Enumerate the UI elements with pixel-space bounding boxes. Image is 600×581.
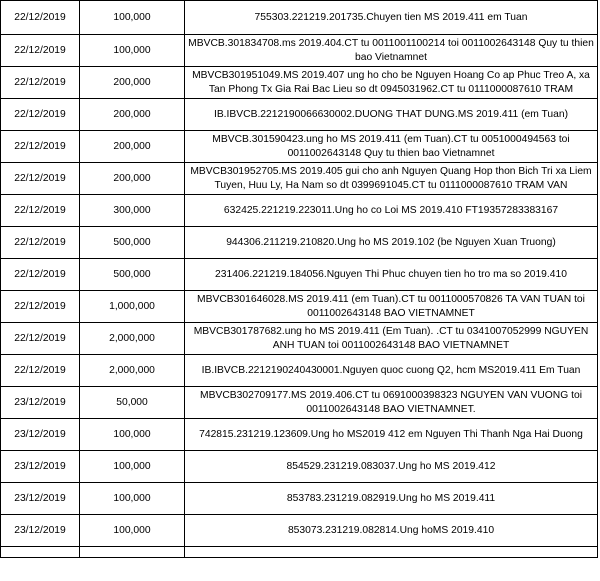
description-cell: 853073.231219.082814.Ung hoMS 2019.410 (185, 515, 598, 547)
table-row (1, 291, 598, 323)
description-cell: 755303.221219.201735.Chuyen tien MS 2019.411 em Tuan (185, 1, 598, 35)
table-row (1, 35, 598, 67)
amount-cell: 200,000 (80, 67, 185, 99)
amount-cell: 500,000 (80, 227, 185, 259)
amount-cell: 200,000 (80, 131, 185, 163)
amount-cell (80, 547, 185, 558)
amount-cell: 100,000 (80, 515, 185, 547)
table-row (1, 259, 598, 291)
description-cell (185, 547, 598, 558)
table-row (1, 515, 598, 547)
amount-cell: 50,000 (80, 387, 185, 419)
description-cell: 231406.221219.184056.Nguyen Thi Phuc chuyen tien ho tro ma so 2019.410 (185, 259, 598, 291)
date-cell: 22/12/2019 (1, 195, 80, 227)
description-cell: 853783.231219.082919.Ung ho MS 2019.411 (185, 483, 598, 515)
table-row (1, 131, 598, 163)
table-row (1, 1, 598, 35)
date-cell (1, 547, 80, 558)
amount-cell: 500,000 (80, 259, 185, 291)
date-cell: 23/12/2019 (1, 515, 80, 547)
date-cell: 22/12/2019 (1, 323, 80, 355)
date-cell: 23/12/2019 (1, 451, 80, 483)
table-row (1, 451, 598, 483)
description-cell: MBVCB.301834708.ms 2019.404.CT tu 0011001100214 toi 0011002643148 Quy tu thien bao Vietnamnet (185, 35, 598, 67)
amount-cell: 100,000 (80, 451, 185, 483)
date-cell: 22/12/2019 (1, 131, 80, 163)
date-cell: 22/12/2019 (1, 163, 80, 195)
description-cell: 944306.211219.210820.Ung ho MS 2019.102 (be Nguyen Xuan Truong) (185, 227, 598, 259)
date-cell: 23/12/2019 (1, 387, 80, 419)
table-row (1, 355, 598, 387)
date-cell: 22/12/2019 (1, 259, 80, 291)
amount-cell: 100,000 (80, 419, 185, 451)
description-cell: MBVCB301952705.MS 2019.405 gui cho anh Nguyen Quang Hop thon Bich Tri xa Liem Tuyen, Huu Ly, Ha Nam so dt 0399691045.CT tu 0111000087610 TRAM VAN (185, 163, 598, 195)
table-row (1, 419, 598, 451)
description-cell: IB.IBVCB.2212190066630002.DUONG THAT DUNG.MS 2019.411 (em Tuan) (185, 99, 598, 131)
date-cell: 22/12/2019 (1, 99, 80, 131)
description-cell: MBVCB301646028.MS 2019.411 (em Tuan).CT tu 0011000570826 TA VAN TUAN toi 0011002643148 BAO VIETNAMNET (185, 291, 598, 323)
date-cell: 22/12/2019 (1, 67, 80, 99)
date-cell: 23/12/2019 (1, 483, 80, 515)
amount-cell: 300,000 (80, 195, 185, 227)
description-cell: 632425.221219.223011.Ung ho co Loi MS 2019.410 FT19357283383167 (185, 195, 598, 227)
description-cell: MBVCB301787682.ung ho MS 2019.411 (Em Tuan). .CT tu 0341007052999 NGUYEN ANH TUAN toi 0011002643148 BAO VIETNAMNET (185, 323, 598, 355)
amount-cell: 200,000 (80, 99, 185, 131)
table-row (1, 67, 598, 99)
date-cell: 23/12/2019 (1, 419, 80, 451)
amount-cell: 2,000,000 (80, 355, 185, 387)
table-row (1, 323, 598, 355)
description-cell: MBVCB301951049.MS 2019.407 ung ho cho be Nguyen Hoang Co ap Phuc Treo A, xa Tan Phong Tx Gia Rai Bac Lieu so dt 0945031962.CT tu 0111000087610 TRAM (185, 67, 598, 99)
amount-cell: 100,000 (80, 483, 185, 515)
date-cell: 22/12/2019 (1, 1, 80, 35)
amount-cell: 100,000 (80, 35, 185, 67)
amount-cell: 1,000,000 (80, 291, 185, 323)
amount-cell: 200,000 (80, 163, 185, 195)
transactions-body (1, 1, 598, 558)
description-cell: IB.IBVCB.2212190240430001.Nguyen quoc cuong Q2, hcm MS2019.411 Em Tuan (185, 355, 598, 387)
table-row (1, 99, 598, 131)
amount-cell: 100,000 (80, 1, 185, 35)
description-cell: 854529.231219.083037.Ung ho MS 2019.412 (185, 451, 598, 483)
table-row (1, 227, 598, 259)
date-cell: 22/12/2019 (1, 35, 80, 67)
table-row (1, 195, 598, 227)
description-cell: MBVCB302709177.MS 2019.406.CT tu 0691000398323 NGUYEN VAN VUONG toi 0011002643148 BAO VIETNAMNET. (185, 387, 598, 419)
amount-cell: 2,000,000 (80, 323, 185, 355)
table-row (1, 483, 598, 515)
table-row (1, 387, 598, 419)
date-cell: 22/12/2019 (1, 227, 80, 259)
table-row (1, 163, 598, 195)
description-cell: MBVCB.301590423.ung ho MS 2019.411 (em Tuan).CT tu 0051000494563 toi 0011002643148 Quy tu thien bao Vietnamnet (185, 131, 598, 163)
table-row-cut-off (1, 547, 598, 558)
date-cell: 22/12/2019 (1, 291, 80, 323)
date-cell: 22/12/2019 (1, 355, 80, 387)
description-cell: 742815.231219.123609.Ung ho MS2019 412 em Nguyen Thi Thanh Nga Hai Duong (185, 419, 598, 451)
